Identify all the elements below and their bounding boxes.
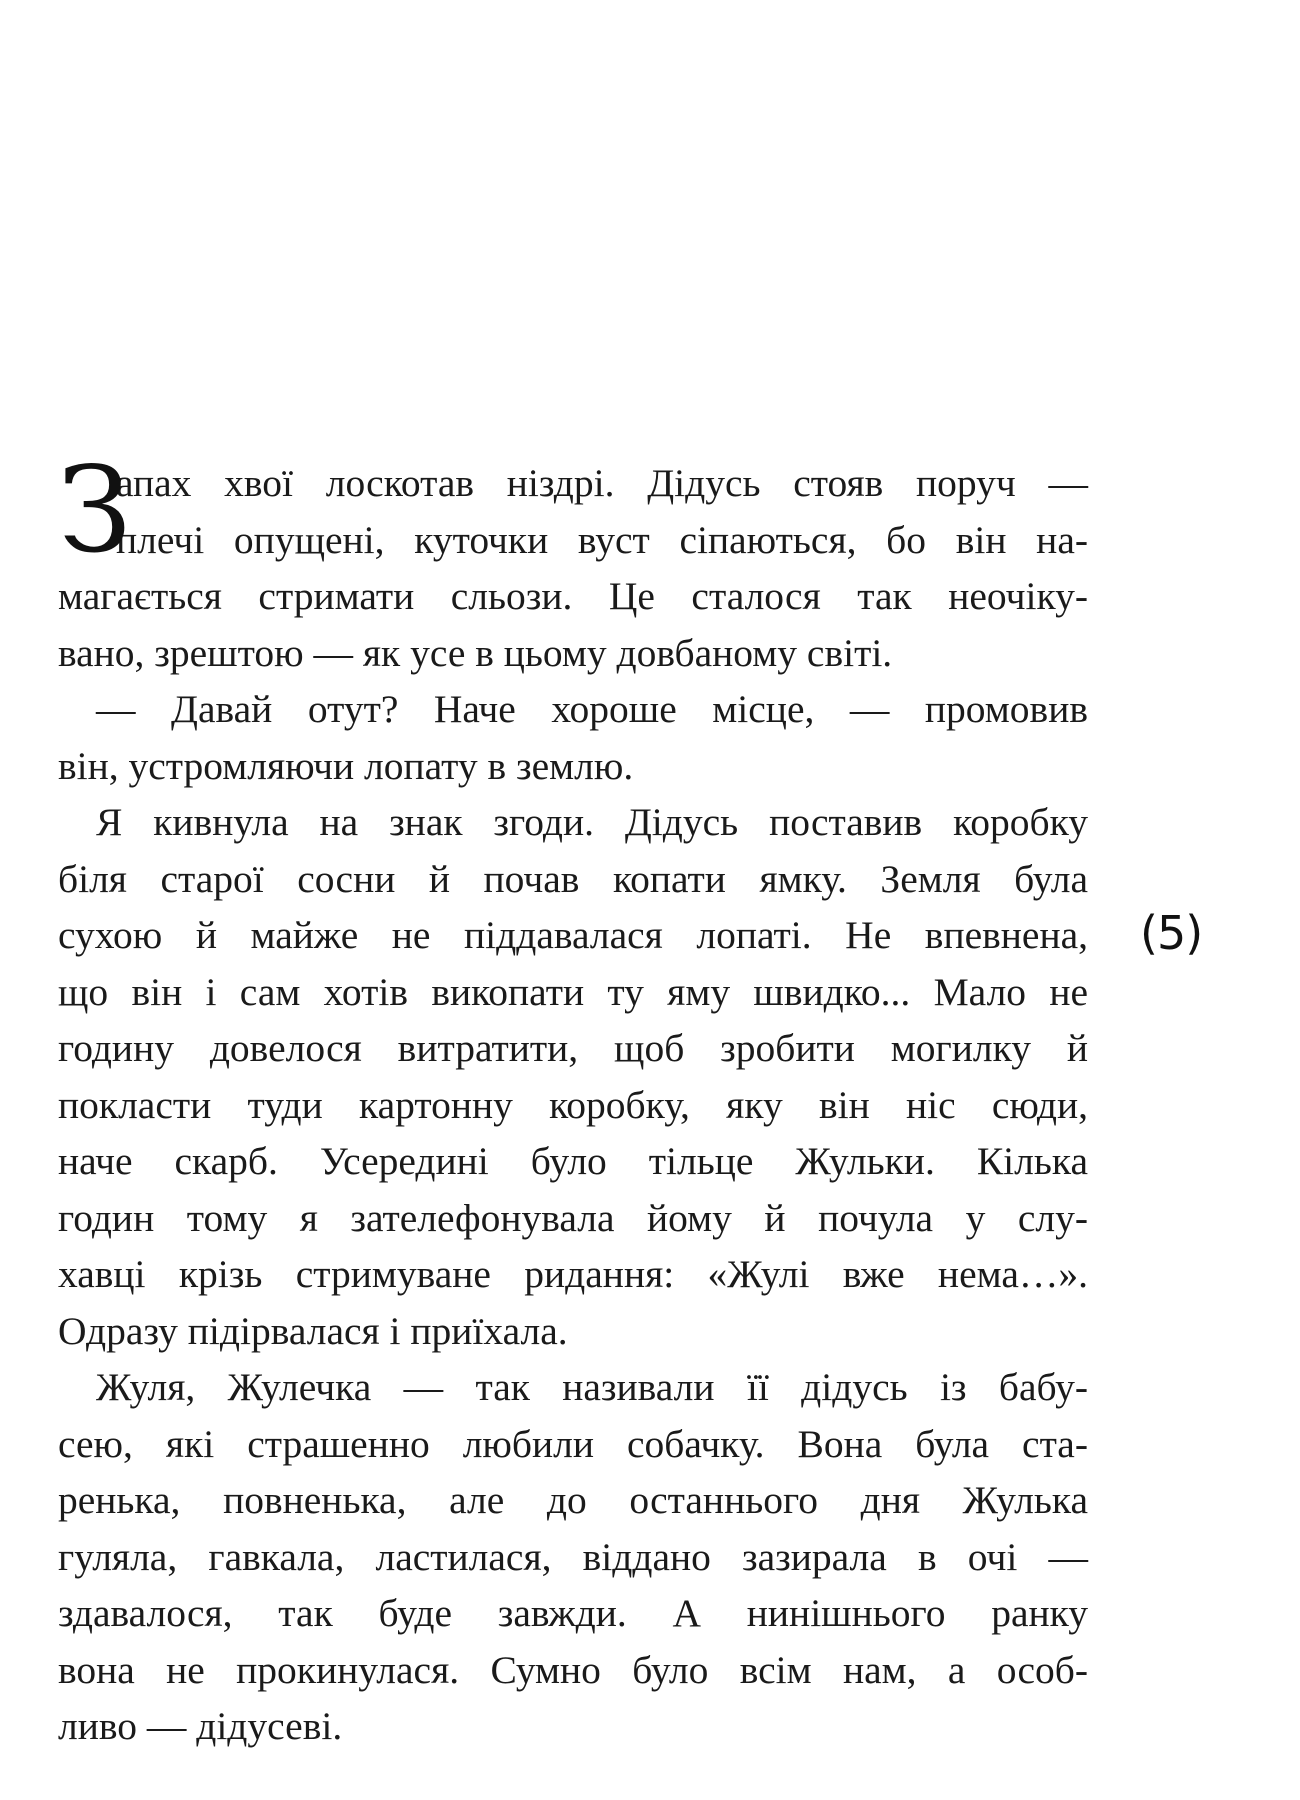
text-line: наче скарб. Усередині було тільце Жульки. Кілька bbox=[58, 1139, 1088, 1183]
paragraph-2 bbox=[58, 681, 1088, 794]
text-line: біля старої сосни й почав копати ямку. Земля була bbox=[58, 856, 1088, 901]
text-line: Я кивнула на знак згоди. Дідусь поставив коробку bbox=[96, 800, 1088, 844]
text-line: — Давай отут? Наче хороше місце, — промовив bbox=[96, 687, 1088, 731]
text-line: ливо — дідусеві. bbox=[58, 1704, 343, 1748]
text-line: Жуля, Жулечка — так називали її дідусь із бабу- bbox=[96, 1365, 1088, 1409]
text-line: сухою й майже не піддавалася лопаті. Не впевнена, bbox=[58, 913, 1088, 957]
text-line: гуляла, гавкала, ластилася, віддано зазирала в очі — bbox=[58, 1534, 1088, 1579]
text-line: годину довелося витратити, щоб зробити могилку й bbox=[58, 1026, 1088, 1070]
paragraph-1 bbox=[58, 455, 1088, 681]
page-number: (5) bbox=[1140, 906, 1203, 960]
text-line: Одразу підірвалася і приїхала. bbox=[58, 1308, 568, 1353]
text-line: вано, зрештою — як усе в цьому довбаному світі. bbox=[58, 630, 893, 675]
text-line: апах хвої лоскотав ніздрі. Дідусь стояв поруч — bbox=[116, 461, 1088, 505]
text-line: що він і сам хотів викопати ту яму швидко... Мало не bbox=[58, 969, 1088, 1014]
text-line: магається стримати сльози. Це сталося так неочіку- bbox=[58, 574, 1088, 618]
paragraph-3 bbox=[58, 794, 1088, 1359]
text-line: ренька, повненька, але до останнього дня Жулька bbox=[58, 1478, 1088, 1522]
text-line: плечі опущені, куточки вуст сіпаються, бо він на- bbox=[116, 517, 1088, 562]
text-line: сею, які страшенно любили собачку. Вона була ста- bbox=[58, 1421, 1088, 1466]
body-text bbox=[58, 441, 1088, 1755]
text-line: вона не прокинулася. Сумно було всім нам, а особ- bbox=[58, 1647, 1088, 1692]
paragraph-4 bbox=[58, 1359, 1088, 1755]
text-line: він, устромляючи лопату в землю. bbox=[58, 743, 634, 788]
text-line: здавалося, так буде завжди. А нинішнього ранку bbox=[58, 1591, 1088, 1635]
drop-cap: З bbox=[58, 441, 132, 579]
text-line: хавці крізь стримуване ридання: «Жулі вже нема…». bbox=[58, 1252, 1088, 1296]
text-line: годин тому я зателефонувала йому й почула у слу- bbox=[58, 1195, 1088, 1240]
text-line: покласти туди картонну коробку, яку він ніс сюди, bbox=[58, 1082, 1088, 1127]
